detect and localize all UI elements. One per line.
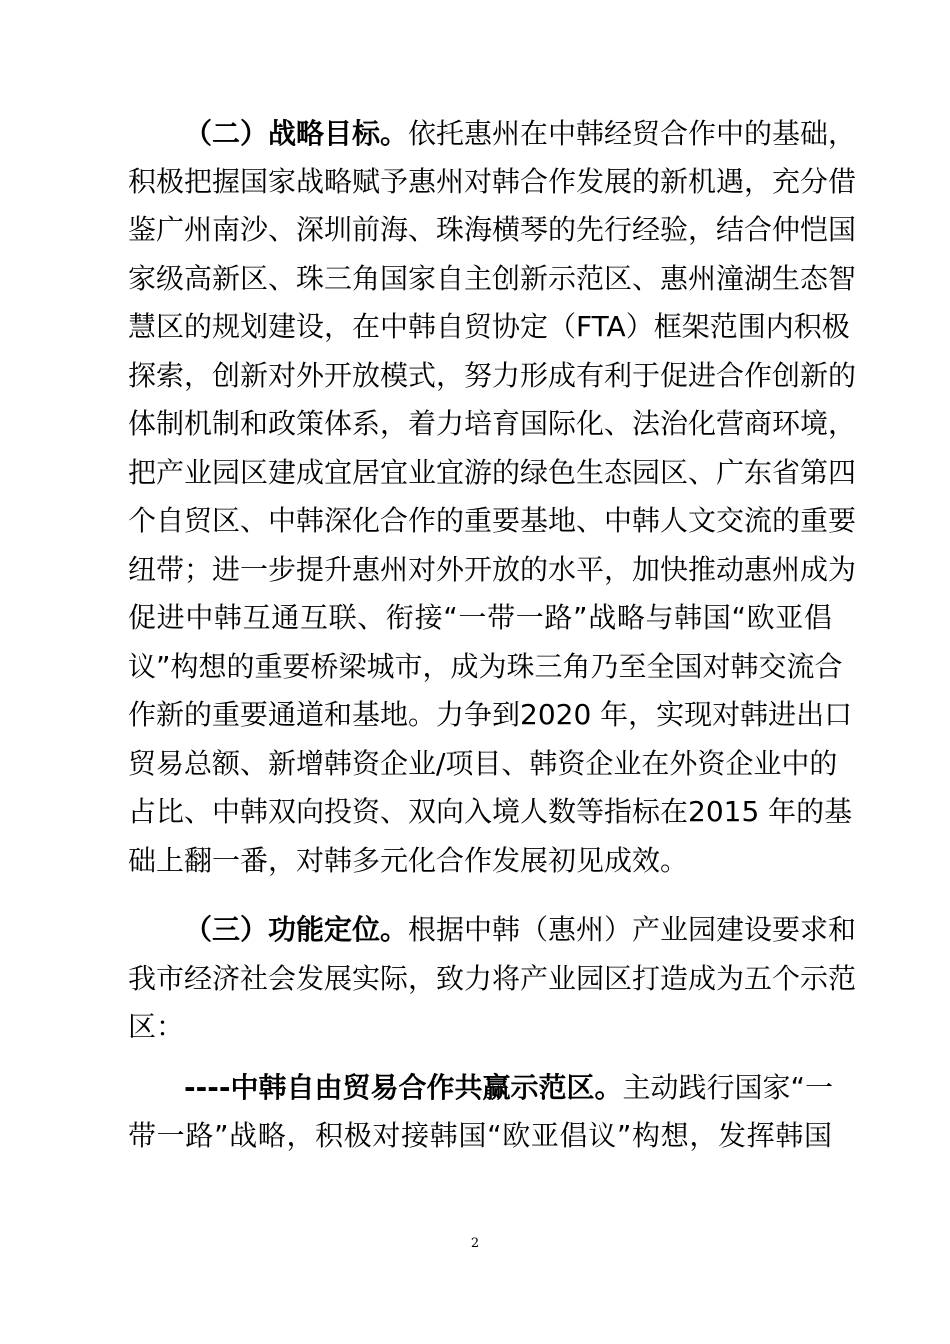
text-line: 家级高新区、珠三角国家自主创新示范区、惠州潼湖生态智 — [128, 262, 857, 295]
section-heading-strategic-goals: （二）战略目标。 — [184, 117, 409, 150]
text-line: 议”构想的重要桥梁城市，成为珠三角乃至全国对韩交流合 — [128, 650, 843, 683]
text-line: 带一路”战略，积极对接韩国“欧亚倡议”构想，发挥韩国 — [128, 1119, 832, 1152]
paragraph-strategic-goals-line-1 — [184, 114, 857, 154]
text-line: 础上翻一番，对韩多元化合作发展初见成效。 — [128, 844, 689, 877]
paragraph-fta-demo-zone-line-1 — [184, 1068, 832, 1108]
text-line: 促进中韩互通互联、衔接“一带一路”战略与韩国“欧亚倡 — [128, 601, 832, 634]
section-heading-fta-demo-zone: ----中韩自由贸易合作共赢示范区。 — [184, 1071, 623, 1104]
text-line: 区： — [128, 1010, 185, 1043]
text-line: 依托惠州在中韩经贸合作中的基础， — [408, 117, 857, 150]
text-line: 占比、中韩双向投资、双向入境人数等指标在2015 年的基 — [128, 795, 853, 828]
text-line: 体制机制和政策体系，着力培育国际化、法治化营商环境， — [128, 407, 857, 440]
text-line: 积极把握国家战略赋予惠州对韩合作发展的新机遇，充分借 — [128, 165, 857, 198]
paragraph-functional-positioning-line-1 — [184, 910, 857, 950]
text-line: 慧区的规划建设，在中韩自贸协定（FTA）框架范围内积极 — [128, 310, 850, 343]
page-number: 2 — [470, 1236, 480, 1251]
text-line: 作新的重要通道和基地。力争到2020 年，实现对韩进出口 — [128, 698, 853, 731]
text-line: 主动践行国家“一 — [622, 1071, 834, 1104]
text-line: 把产业园区建成宜居宜业宜游的绿色生态园区、广东省第四 — [128, 456, 857, 489]
text-line: 我市经济社会发展实际，致力将产业园区打造成为五个示范 — [128, 962, 857, 995]
text-line: 纽带；进一步提升惠州对外开放的水平，加快推动惠州成为 — [128, 553, 857, 586]
text-line: 贸易总额、新增韩资企业/项目、韩资企业在外资企业中的 — [128, 747, 838, 780]
body-text — [128, 114, 857, 1154]
text-line: 根据中韩（惠州）产业园建设要求和 — [408, 913, 857, 946]
text-line: 个自贸区、中韩深化合作的重要基地、中韩人文交流的重要 — [128, 504, 857, 537]
text-line: 鉴广州南沙、深圳前海、珠海横琴的先行经验，结合仲恺国 — [128, 213, 857, 246]
section-heading-functional-positioning: （三）功能定位。 — [184, 913, 409, 946]
text-line: 探索，创新对外开放模式，努力形成有利于促进合作创新的 — [128, 359, 857, 392]
